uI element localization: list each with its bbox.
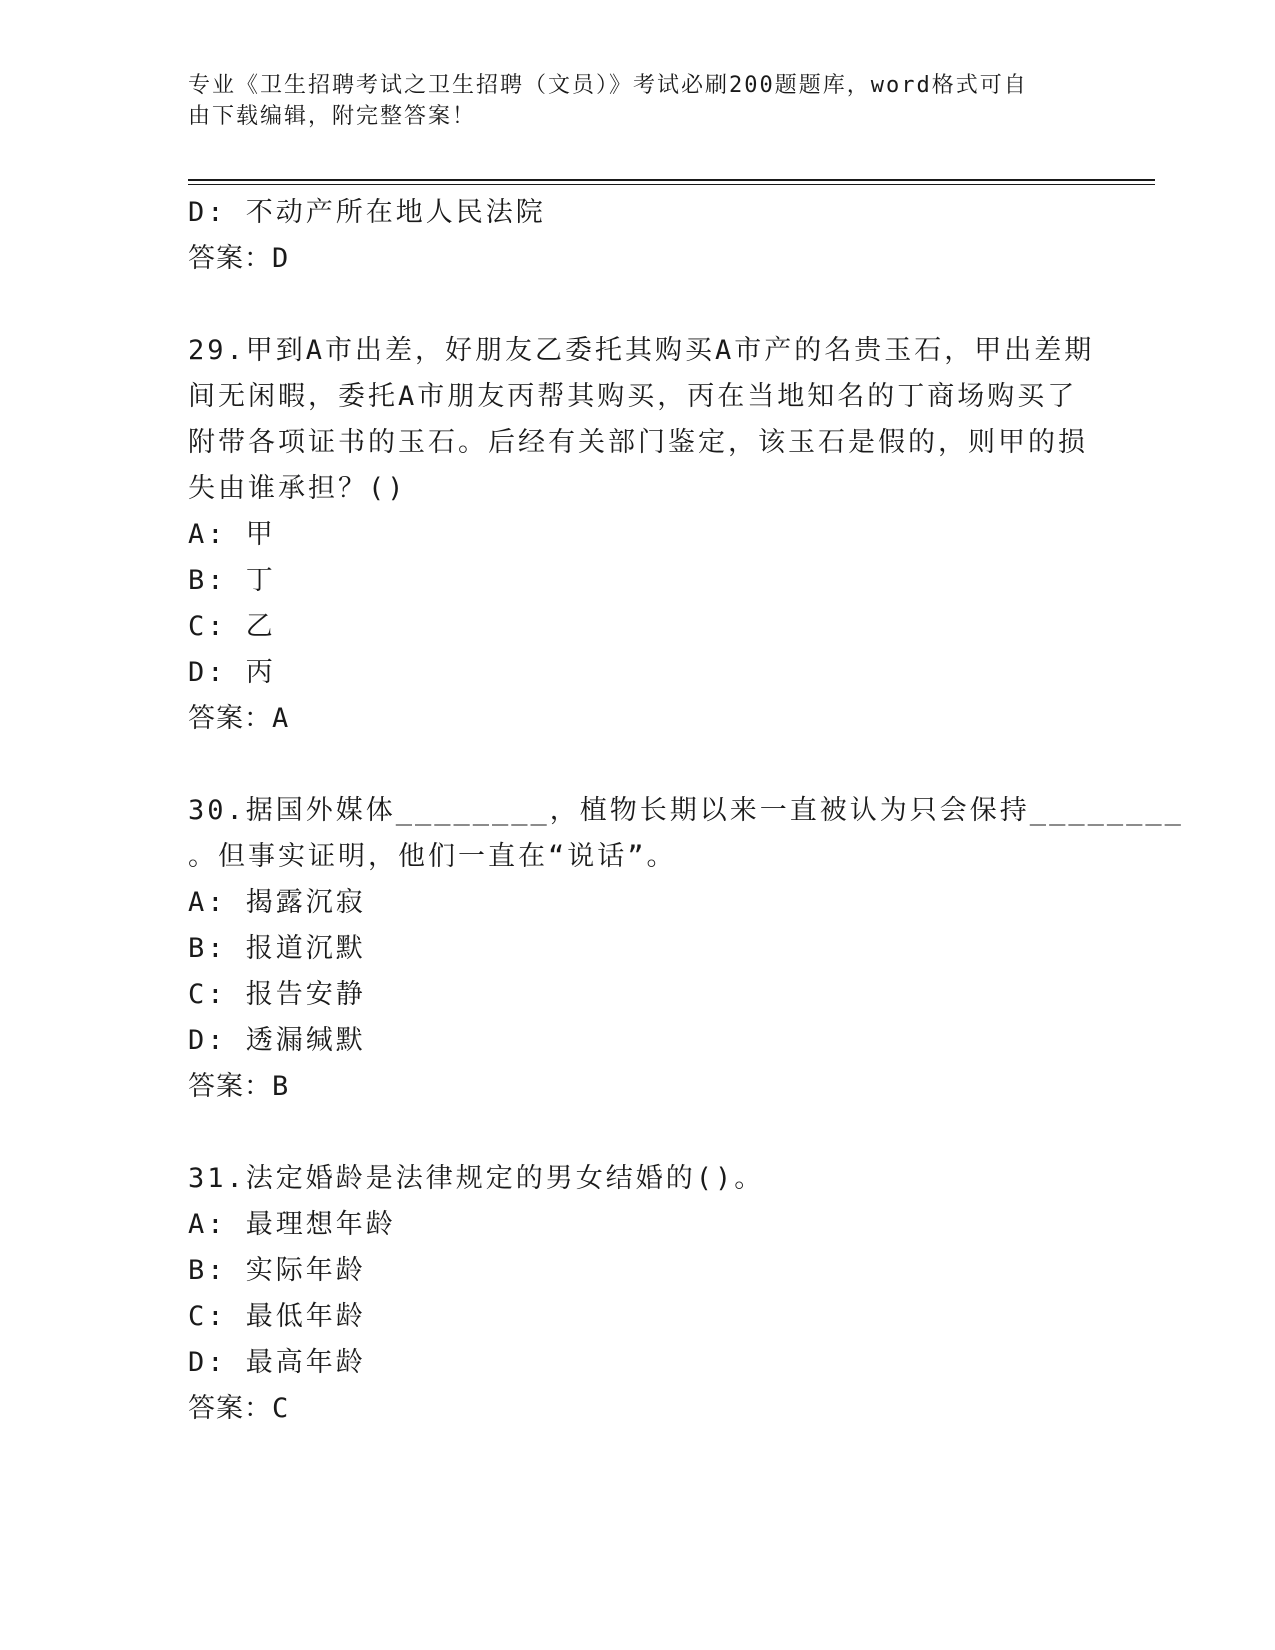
spacer <box>188 282 1088 328</box>
spacer <box>188 1110 1088 1156</box>
answer-value: C <box>272 1393 290 1424</box>
option-b: B: 报道沉默 <box>188 933 366 964</box>
question-text-line: 失由谁承担？() <box>188 473 407 504</box>
option-b: B: 实际年龄 <box>188 1255 366 1286</box>
option-b: B: 丁 <box>188 565 276 596</box>
question-text-line: 间无闲暇，委托A市朋友丙帮其购买，丙在当地知名的丁商场购买了 <box>188 381 1078 412</box>
answer-line <box>188 236 1088 282</box>
answer-label: 答案： <box>188 703 272 734</box>
document-body <box>188 190 1184 1432</box>
header-divider-thin <box>188 184 1155 185</box>
answer-line <box>188 1386 1088 1432</box>
option-a: A: 甲 <box>188 519 276 550</box>
question-text-line: 29.甲到A市出差，好朋友乙委托其购买A市产的名贵玉石，甲出差期 <box>188 335 1095 366</box>
answer-value: D <box>272 243 290 274</box>
option-c: C: 报告安静 <box>188 979 366 1010</box>
option-d: D: 丙 <box>188 657 276 688</box>
question-text-line: 31.法定婚龄是法律规定的男女结婚的()。 <box>188 1163 765 1194</box>
question-31 <box>188 1156 1088 1432</box>
question-text-line: 。但事实证明，他们一直在“说话”。 <box>188 841 677 872</box>
answer-label: 答案： <box>188 243 272 274</box>
document-header <box>188 70 1068 132</box>
question-29 <box>188 328 1095 742</box>
question-28-tail <box>188 190 1088 282</box>
option-d: D: 不动产所在地人民法院 <box>188 197 546 228</box>
header-divider-thick <box>188 179 1155 181</box>
question-30 <box>188 788 1184 1110</box>
answer-value: A <box>272 703 290 734</box>
answer-line <box>188 1064 1088 1110</box>
header-line-2: 由下载编辑，附完整答案！ <box>188 104 477 129</box>
answer-value: B <box>272 1071 290 1102</box>
spacer <box>188 742 1088 788</box>
option-a: A: 最理想年龄 <box>188 1209 396 1240</box>
option-a: A: 揭露沉寂 <box>188 887 366 918</box>
option-c: C: 最低年龄 <box>188 1301 366 1332</box>
option-c: C: 乙 <box>188 611 276 642</box>
answer-label: 答案： <box>188 1071 272 1102</box>
answer-label: 答案： <box>188 1393 272 1424</box>
question-text-line: 附带各项证书的玉石。后经有关部门鉴定，该玉石是假的，则甲的损 <box>188 427 1088 458</box>
header-line-1: 专业《卫生招聘考试之卫生招聘（文员）》考试必刷200题题库，word格式可自 <box>188 73 1028 98</box>
answer-line <box>188 696 1088 742</box>
question-text-line: 30.据国外媒体________，植物长期以来一直被认为只会保持________ <box>188 795 1184 826</box>
option-d: D: 透漏缄默 <box>188 1025 366 1056</box>
option-d: D: 最高年龄 <box>188 1347 366 1378</box>
